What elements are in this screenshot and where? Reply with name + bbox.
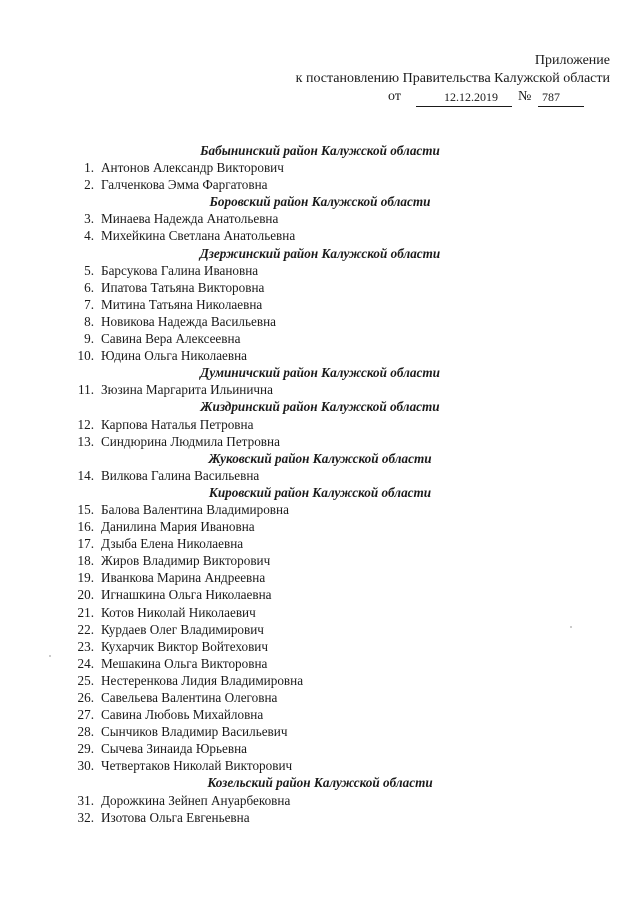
item-number: 9. bbox=[84, 331, 94, 347]
person-name: Вилкова Галина Васильевна bbox=[101, 467, 260, 483]
person-name: Савина Вера Алексеевна bbox=[101, 331, 241, 347]
item-number: 14. bbox=[77, 467, 94, 483]
list-item bbox=[0, 672, 640, 689]
resolution-number: 787 bbox=[538, 88, 584, 107]
item-number: 28. bbox=[77, 724, 94, 740]
person-name: Зюзина Маргарита Ильинична bbox=[101, 382, 273, 398]
person-name: Сынчиков Владимир Васильевич bbox=[101, 724, 288, 740]
person-name: Данилина Мария Ивановна bbox=[101, 519, 255, 535]
resolution-date-number bbox=[270, 88, 610, 106]
list-item bbox=[0, 296, 640, 313]
item-number: 26. bbox=[77, 690, 94, 705]
item-number: 10. bbox=[77, 348, 94, 364]
item-number: 31. bbox=[77, 792, 94, 808]
list-item bbox=[0, 604, 640, 621]
person-name: Савельева Валентина Олеговна bbox=[101, 690, 278, 705]
list-item bbox=[0, 621, 640, 638]
list-item bbox=[0, 757, 640, 774]
list-item bbox=[0, 518, 640, 535]
person-name: Четвертаков Николай Викторович bbox=[101, 758, 293, 774]
item-number: 2. bbox=[84, 177, 94, 193]
list-item bbox=[0, 569, 640, 586]
item-number: 11. bbox=[78, 382, 94, 398]
person-name: Михейкина Светлана Анатольевна bbox=[101, 228, 296, 244]
district-list bbox=[0, 142, 640, 826]
district-heading: Жуковский район Калужской области bbox=[208, 450, 432, 466]
list-item bbox=[0, 655, 640, 672]
list-item bbox=[0, 262, 640, 279]
person-name: Кухарчик Виктор Войтехович bbox=[101, 638, 268, 654]
person-name: Изотова Ольга Евгеньевна bbox=[101, 809, 250, 825]
item-number: 25. bbox=[77, 672, 94, 688]
list-item bbox=[0, 638, 640, 655]
person-name: Дорожкина Зейнеп Ануарбековна bbox=[101, 792, 291, 808]
person-name: Мешакина Ольга Викторовна bbox=[101, 655, 268, 671]
item-number: 1. bbox=[84, 160, 94, 176]
person-name: Игнашкина Ольга Николаевна bbox=[101, 587, 272, 603]
person-name: Галченкова Эмма Фаргатовна bbox=[101, 177, 268, 193]
list-item bbox=[0, 159, 640, 176]
list-item bbox=[0, 279, 640, 296]
item-number: 18. bbox=[77, 553, 94, 569]
item-number: 6. bbox=[84, 279, 94, 295]
list-item bbox=[0, 535, 640, 552]
district-heading: Жиздринский район Калужской области bbox=[200, 399, 440, 415]
person-name: Юдина Ольга Николаевна bbox=[101, 348, 248, 364]
item-number: 13. bbox=[77, 433, 94, 449]
person-name: Котов Николай Николаевич bbox=[101, 604, 256, 620]
list-item bbox=[0, 330, 640, 347]
person-name: Нестеренкова Лидия Владимировна bbox=[101, 672, 304, 688]
person-name: Сычева Зинаида Юрьевна bbox=[101, 741, 247, 757]
person-name: Ипатова Татьяна Викторовна bbox=[101, 279, 265, 295]
item-number: 19. bbox=[77, 570, 94, 586]
list-item bbox=[0, 792, 640, 809]
list-item bbox=[0, 313, 640, 330]
resolution-reference: к постановлению Правительства Калужской области bbox=[295, 71, 610, 86]
item-number: 7. bbox=[84, 296, 94, 312]
item-number: 4. bbox=[84, 228, 94, 244]
item-number: 16. bbox=[77, 519, 94, 535]
person-name: Иванкова Марина Андреевна bbox=[101, 570, 266, 586]
list-item bbox=[0, 176, 640, 193]
item-number: 5. bbox=[84, 262, 94, 278]
district-heading: Боровский район Калужской области bbox=[209, 194, 431, 210]
district-heading: Думиничский район Калужской области bbox=[200, 365, 440, 381]
scan-speck bbox=[49, 655, 51, 657]
item-number: 15. bbox=[77, 501, 94, 517]
item-number: 32. bbox=[77, 809, 94, 825]
person-name: Новикова Надежда Васильевна bbox=[101, 313, 276, 329]
district-heading: Козельский район Калужской области bbox=[207, 775, 433, 791]
item-number: 27. bbox=[77, 707, 94, 723]
list-item bbox=[0, 586, 640, 603]
item-number: 21. bbox=[77, 604, 94, 620]
person-name: Балова Валентина Владимировна bbox=[101, 501, 289, 517]
resolution-date: 12.12.2019 bbox=[416, 88, 512, 107]
list-item bbox=[0, 501, 640, 518]
district-heading: Бабынинский район Калужской области bbox=[200, 143, 440, 158]
person-name: Жиров Владимир Викторович bbox=[101, 553, 271, 569]
district-heading: Кировский район Калужской области bbox=[208, 484, 432, 500]
appendix-header bbox=[270, 52, 610, 106]
person-name: Дзыба Елена Николаевна bbox=[101, 536, 244, 552]
item-number: 23. bbox=[77, 638, 94, 654]
district-heading: Дзержинский район Калужской области bbox=[199, 245, 441, 261]
list-item bbox=[0, 347, 640, 364]
list-item bbox=[0, 381, 640, 398]
item-number: 20. bbox=[77, 587, 94, 603]
list-item bbox=[0, 210, 640, 227]
list-item bbox=[0, 433, 640, 450]
person-name: Карпова Наталья Петровна bbox=[101, 416, 254, 432]
person-name: Синдюрина Людмила Петровна bbox=[101, 433, 280, 449]
list-item bbox=[0, 552, 640, 569]
item-number: 30. bbox=[77, 758, 94, 774]
list-item bbox=[0, 723, 640, 740]
person-name: Барсукова Галина Ивановна bbox=[101, 262, 259, 278]
list-item bbox=[0, 227, 640, 244]
person-name: Антонов Александр Викторович bbox=[101, 160, 284, 176]
item-number: 8. bbox=[84, 313, 94, 329]
scan-speck bbox=[570, 626, 572, 628]
number-sign: № bbox=[518, 89, 532, 104]
list-item bbox=[0, 689, 640, 706]
person-name: Минаева Надежда Анатольевна bbox=[101, 211, 279, 227]
person-name: Курдаев Олег Владимирович bbox=[101, 621, 264, 637]
list-item bbox=[0, 740, 640, 757]
item-number: 17. bbox=[77, 536, 94, 552]
item-number: 22. bbox=[77, 621, 94, 637]
list-item bbox=[0, 416, 640, 433]
item-number: 3. bbox=[84, 211, 94, 227]
person-name: Митина Татьяна Николаевна bbox=[101, 296, 263, 312]
list-item bbox=[0, 467, 640, 484]
date-prefix: от bbox=[388, 89, 401, 104]
list-item bbox=[0, 809, 640, 826]
item-number: 12. bbox=[77, 416, 94, 432]
list-item bbox=[0, 706, 640, 723]
appendix-title: Приложение bbox=[534, 53, 610, 68]
item-number: 24. bbox=[77, 655, 94, 671]
item-number: 29. bbox=[77, 741, 94, 757]
person-name: Савина Любовь Михайловна bbox=[101, 707, 264, 723]
